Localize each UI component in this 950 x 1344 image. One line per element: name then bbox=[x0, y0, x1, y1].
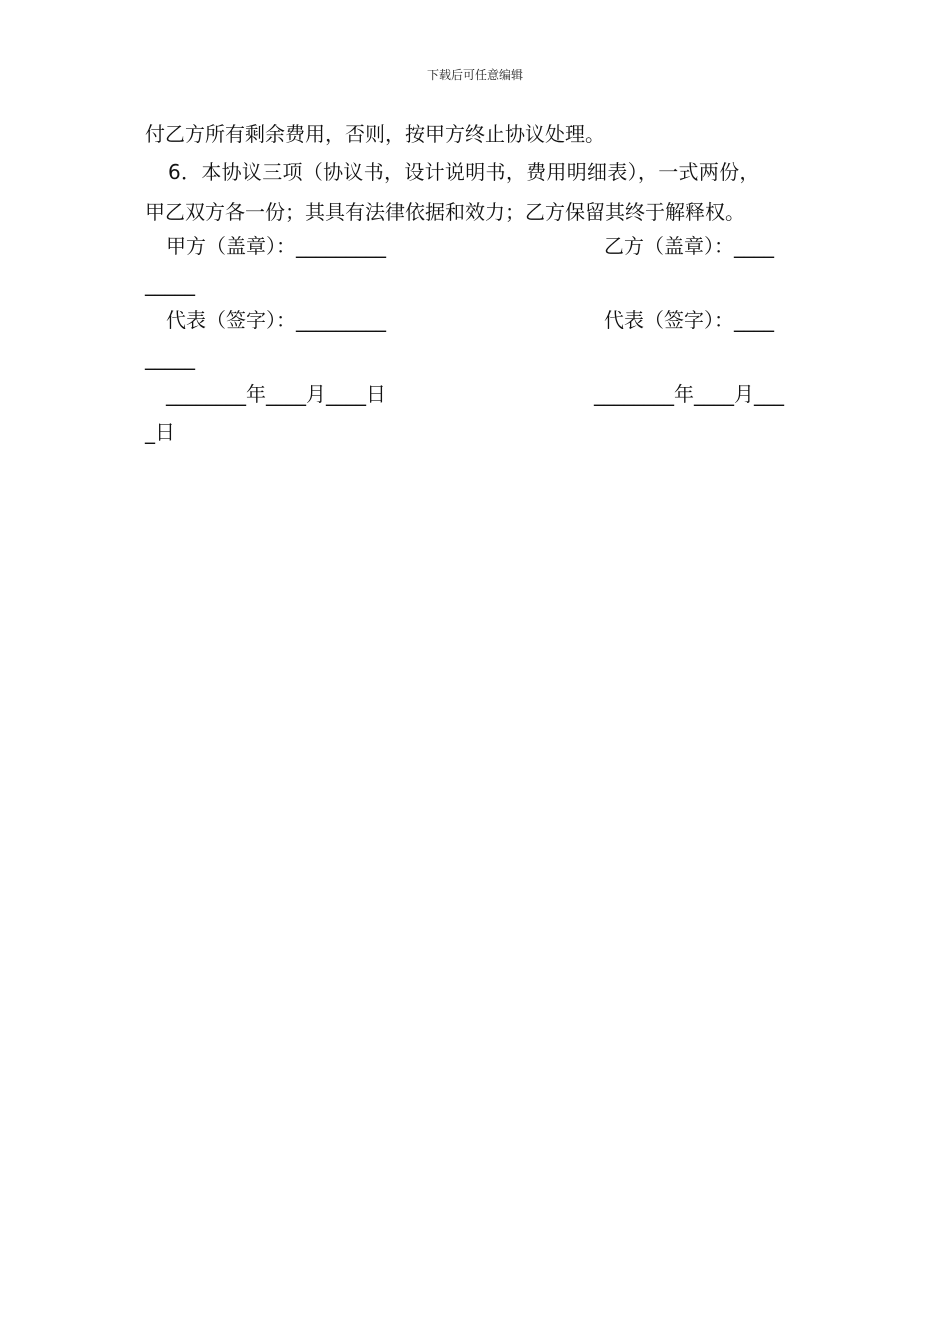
paragraph-line-2: 6．本协议三项（协议书，设计说明书，费用明细表），一式两份， bbox=[168, 160, 760, 184]
party-b-representative-continuation: _____ bbox=[145, 346, 195, 370]
party-a-representative-line: 代表（签字）：_________ bbox=[166, 308, 386, 332]
paragraph-line-3: 甲乙双方各一份；其具有法律依据和效力；乙方保留其终于解释权。 bbox=[145, 200, 745, 224]
party-b-date-continuation: _日 bbox=[145, 420, 175, 444]
party-b-seal-line: 乙方（盖章）：____ bbox=[604, 234, 774, 258]
party-a-date-line: ________年____月____日 bbox=[166, 382, 386, 406]
party-b-date-line: ________年____月___ bbox=[594, 382, 784, 406]
paragraph-line-1: 付乙方所有剩余费用，否则，按甲方终止协议处理。 bbox=[145, 122, 605, 146]
party-b-seal-continuation: _____ bbox=[145, 272, 195, 296]
party-a-seal-line: 甲方（盖章）：_________ bbox=[166, 234, 386, 258]
party-b-representative-line: 代表（签字）：____ bbox=[604, 308, 774, 332]
page-header: 下载后可任意编辑 bbox=[426, 68, 523, 82]
